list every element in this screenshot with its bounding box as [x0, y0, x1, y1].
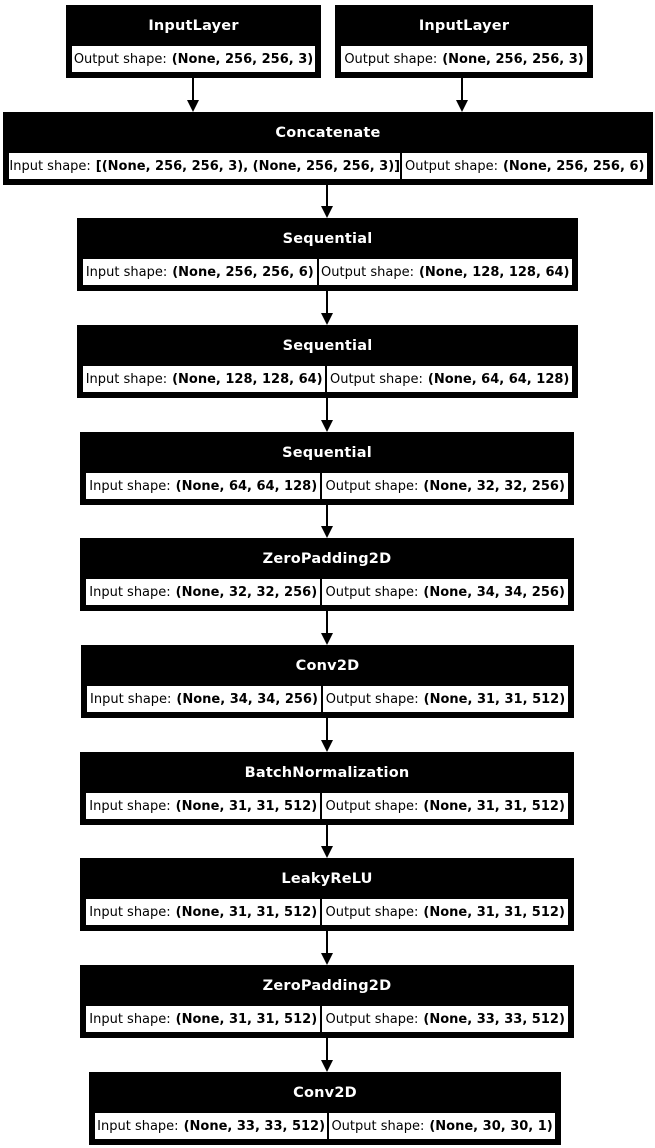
edge-line [461, 78, 463, 100]
edge-line [326, 611, 328, 633]
shape-value: (None, 33, 33, 512) [183, 1118, 326, 1134]
shape-label: Output shape: [321, 264, 414, 280]
shape-value: (None, 31, 31, 512) [175, 904, 318, 920]
shape-label: Output shape: [329, 371, 423, 387]
shape-value: (None, 64, 64, 128) [175, 478, 318, 494]
shape-value: (None, 31, 31, 512) [423, 691, 566, 707]
shape-label: Output shape: [325, 1011, 419, 1027]
edge-arrow [320, 398, 334, 432]
layer-node-conv2d-1 [81, 645, 574, 718]
arrowhead-icon [321, 206, 333, 218]
arrowhead-icon [321, 846, 333, 858]
shape-label: Input shape: [89, 478, 171, 494]
input-shape-cell [7, 151, 402, 181]
shape-value: (None, 128, 128, 64) [418, 264, 570, 280]
shape-value: (None, 33, 33, 512) [423, 1011, 565, 1027]
input-shape-cell [93, 1111, 329, 1141]
shape-label: Input shape: [90, 691, 172, 707]
output-shape-cell [319, 257, 574, 287]
layer-node-sequential-2 [77, 325, 578, 398]
shape-label: Input shape: [89, 904, 171, 920]
shape-label: Output shape: [405, 158, 498, 174]
output-shape-cell [327, 364, 574, 394]
arrowhead-icon [321, 633, 333, 645]
shape-label: Input shape: [97, 1118, 179, 1134]
output-shape-cell [329, 1111, 557, 1141]
layer-node-batchnormalization [80, 752, 574, 825]
arrowhead-icon [187, 100, 199, 112]
shape-value: (None, 31, 31, 512) [175, 1011, 318, 1027]
edge-arrow [320, 291, 334, 325]
edge-line [326, 398, 328, 420]
input-shape-cell [84, 897, 322, 927]
layer-node-sequential-1 [77, 218, 578, 291]
shape-value: (None, 256, 256, 3) [442, 51, 584, 67]
edge-arrow [320, 718, 334, 752]
layer-node-zeropadding2d-2 [80, 965, 574, 1038]
shape-value: (None, 64, 64, 128) [427, 371, 570, 387]
input-shape-cell [81, 257, 319, 287]
edge-arrow [320, 1038, 334, 1072]
arrowhead-icon [321, 953, 333, 965]
layer-node-leakyrelu [80, 858, 574, 931]
shape-label: Input shape: [85, 264, 168, 280]
shape-value: (None, 32, 32, 256) [175, 584, 318, 600]
arrowhead-icon [321, 526, 333, 538]
edge-arrow [320, 611, 334, 645]
edge-line [326, 931, 328, 953]
edge-arrow [320, 505, 334, 538]
layer-type-header: Sequential [79, 327, 576, 364]
edge-line [326, 185, 328, 206]
shape-label: Output shape: [325, 904, 419, 920]
edge-arrow [186, 78, 200, 112]
layer-node-inputlayer-1 [66, 5, 321, 78]
arrowhead-icon [321, 313, 333, 325]
shape-label: Input shape: [89, 798, 171, 814]
layer-type-header: Conv2D [83, 647, 572, 684]
shape-label: Output shape: [325, 691, 419, 707]
shape-label: Output shape: [325, 478, 419, 494]
shape-label: Input shape: [9, 158, 91, 174]
edge-line [326, 505, 328, 526]
arrowhead-icon [321, 1060, 333, 1072]
edge-line [326, 1038, 328, 1060]
shape-label: Output shape: [73, 51, 167, 67]
shape-value: (None, 30, 30, 1) [429, 1118, 553, 1134]
arrowhead-icon [456, 100, 468, 112]
output-shape-cell [339, 44, 589, 74]
shape-value: (None, 31, 31, 512) [175, 798, 318, 814]
layer-node-concatenate [3, 112, 653, 185]
input-shape-cell [84, 791, 322, 821]
layer-node-zeropadding2d-1 [80, 538, 574, 611]
shape-value: (None, 256, 256, 6) [172, 264, 314, 280]
layer-type-header: InputLayer [68, 7, 319, 44]
input-shape-cell [84, 577, 322, 607]
shape-value: (None, 32, 32, 256) [423, 478, 565, 494]
layer-type-header: Sequential [79, 220, 576, 257]
arrowhead-icon [321, 420, 333, 432]
shape-value: [(None, 256, 256, 3), (None, 256, 256, 3)] [95, 158, 401, 174]
input-shape-cell [84, 1004, 322, 1034]
shape-label: Output shape: [331, 1118, 425, 1134]
output-shape-cell [322, 471, 570, 501]
layer-node-sequential-3 [80, 432, 574, 505]
output-shape-cell [402, 151, 649, 181]
layer-type-header: LeakyReLU [82, 860, 572, 897]
shape-value: (None, 31, 31, 512) [423, 904, 565, 920]
input-shape-cell [81, 364, 327, 394]
layer-node-inputlayer-2 [335, 5, 593, 78]
shape-value: (None, 34, 34, 256) [423, 584, 565, 600]
layer-type-header: ZeroPadding2D [82, 540, 572, 577]
shape-label: Output shape: [325, 584, 419, 600]
edge-line [192, 78, 194, 100]
output-shape-cell [322, 791, 570, 821]
shape-value: (None, 34, 34, 256) [176, 691, 318, 707]
arrowhead-icon [321, 740, 333, 752]
edge-line [326, 718, 328, 740]
edge-arrow [320, 185, 334, 218]
input-shape-cell [84, 471, 322, 501]
layer-type-header: Concatenate [5, 114, 651, 151]
layer-type-header: Sequential [82, 434, 572, 471]
shape-label: Output shape: [344, 51, 438, 67]
layer-type-header: ZeroPadding2D [82, 967, 572, 1004]
shape-value: (None, 256, 256, 6) [502, 158, 645, 174]
shape-value: (None, 256, 256, 3) [171, 51, 314, 67]
edge-line [326, 291, 328, 313]
shape-label: Input shape: [89, 1011, 171, 1027]
shape-value: (None, 128, 128, 64) [172, 371, 323, 387]
edge-arrow [320, 825, 334, 858]
shape-label: Input shape: [85, 371, 168, 387]
output-shape-cell [70, 44, 317, 74]
shape-label: Input shape: [89, 584, 171, 600]
layer-type-header: Conv2D [91, 1074, 559, 1111]
layer-type-header: BatchNormalization [82, 754, 572, 791]
output-shape-cell [322, 1004, 570, 1034]
edge-line [326, 825, 328, 846]
layer-type-header: InputLayer [337, 7, 591, 44]
shape-value: (None, 31, 31, 512) [423, 798, 565, 814]
output-shape-cell [323, 684, 570, 714]
edge-arrow [455, 78, 469, 112]
output-shape-cell [322, 897, 570, 927]
output-shape-cell [322, 577, 570, 607]
input-shape-cell [85, 684, 323, 714]
shape-label: Output shape: [325, 798, 419, 814]
layer-node-conv2d-2 [89, 1072, 561, 1145]
edge-arrow [320, 931, 334, 965]
